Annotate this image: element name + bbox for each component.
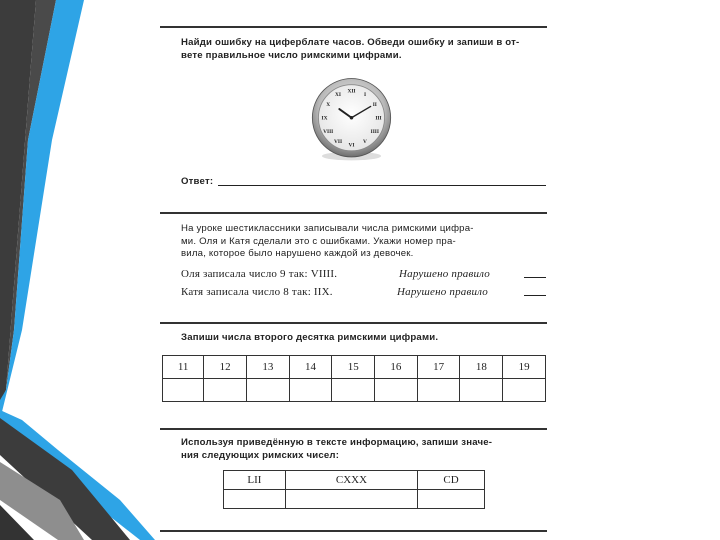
- olya-rule-label: Нарушено правило: [399, 268, 490, 280]
- numerals-table: [223, 470, 485, 509]
- clock-numeral: VIII: [323, 128, 334, 135]
- clock-icon: [308, 76, 395, 163]
- number-cell: 19: [503, 356, 546, 379]
- number-cell: 18: [460, 356, 503, 379]
- answer-cell[interactable]: [417, 379, 460, 402]
- clock-numeral: III: [375, 115, 382, 122]
- numbers-table: [162, 355, 546, 402]
- rule-4: [160, 428, 547, 430]
- bottom-rule: [160, 530, 547, 532]
- answer-cell[interactable]: [289, 379, 332, 402]
- value-cell[interactable]: [224, 490, 286, 509]
- answers-row: [163, 379, 546, 402]
- value-cell[interactable]: [285, 490, 417, 509]
- number-cell: 15: [332, 356, 375, 379]
- olya-value: VIIII.: [310, 268, 338, 280]
- number-cell: 14: [289, 356, 332, 379]
- clock-numeral: IX: [321, 115, 328, 122]
- dark-stripe-bottom-2: [0, 505, 34, 540]
- olya-row: [181, 268, 547, 281]
- numeral-cell: LII: [224, 471, 286, 490]
- number-cell: 12: [204, 356, 247, 379]
- answer-cell[interactable]: [460, 379, 503, 402]
- rule-3: [160, 322, 547, 324]
- numbers-row: [163, 356, 546, 379]
- gray-stripe-bottom: [0, 462, 84, 540]
- clock-numeral: VI: [348, 142, 355, 149]
- numerals-row: [224, 471, 485, 490]
- katya-rule-blank[interactable]: [524, 295, 546, 296]
- answer-label: Ответ:: [181, 176, 214, 187]
- number-cell: 16: [375, 356, 418, 379]
- clock-numeral: XI: [335, 92, 342, 99]
- top-rule: [160, 26, 547, 28]
- task4-instruction: Используя приведённую в тексте информацию, запиши значе- ния следующих римских чисел:: [181, 437, 493, 461]
- clock-numeral: VII: [333, 138, 343, 145]
- clock-numeral: XII: [347, 88, 356, 95]
- katya-prefix: Катя записала число 8 так:: [181, 286, 311, 298]
- task2-intro: На уроке шестиклассники записывали числа римскими цифра- ми. Оля и Катя сделали это с ошибками. Укажи номер пра- вила, которое было нарушено каждой из девочек.: [181, 223, 474, 260]
- rule-2: [160, 212, 547, 214]
- answer-cell[interactable]: [375, 379, 418, 402]
- clock-numeral: I: [363, 92, 367, 99]
- olya-rule-blank[interactable]: [524, 277, 546, 278]
- values-row: [224, 490, 485, 509]
- katya-value: IIX.: [313, 286, 333, 298]
- olya-prefix: Оля записала число 9 так:: [181, 268, 308, 280]
- answer-cell[interactable]: [246, 379, 289, 402]
- number-cell: 13: [246, 356, 289, 379]
- answer-cell[interactable]: [503, 379, 546, 402]
- answer-cell[interactable]: [204, 379, 247, 402]
- dark-stripe-bottom: [0, 418, 130, 540]
- dark-stripe-inner: [6, 0, 56, 390]
- number-cell: 17: [417, 356, 460, 379]
- dark-stripe: [0, 0, 36, 402]
- number-cell: 11: [163, 356, 204, 379]
- blue-stripe-bottom: [0, 410, 155, 540]
- task3-instruction: Запиши числа второго десятка римскими цифрами.: [181, 332, 439, 343]
- value-cell[interactable]: [418, 490, 485, 509]
- answer-line[interactable]: [218, 185, 546, 186]
- clock-numeral: V: [363, 138, 367, 145]
- katya-row: [181, 286, 547, 299]
- clock-numeral: IIII: [370, 128, 380, 135]
- clock-numeral: X: [326, 102, 331, 109]
- task1-instruction: Найди ошибку на циферблате часов. Обведи ошибку и запиши в от- вете правильное число римскими цифрами.: [181, 37, 520, 61]
- blue-stripe: [0, 0, 84, 420]
- answer-cell[interactable]: [332, 379, 375, 402]
- clock-numeral: II: [372, 102, 377, 109]
- numeral-cell: CD: [418, 471, 485, 490]
- numeral-cell: CXXX: [285, 471, 417, 490]
- answer-cell[interactable]: [163, 379, 204, 402]
- katya-rule-label: Нарушено правило: [397, 286, 488, 298]
